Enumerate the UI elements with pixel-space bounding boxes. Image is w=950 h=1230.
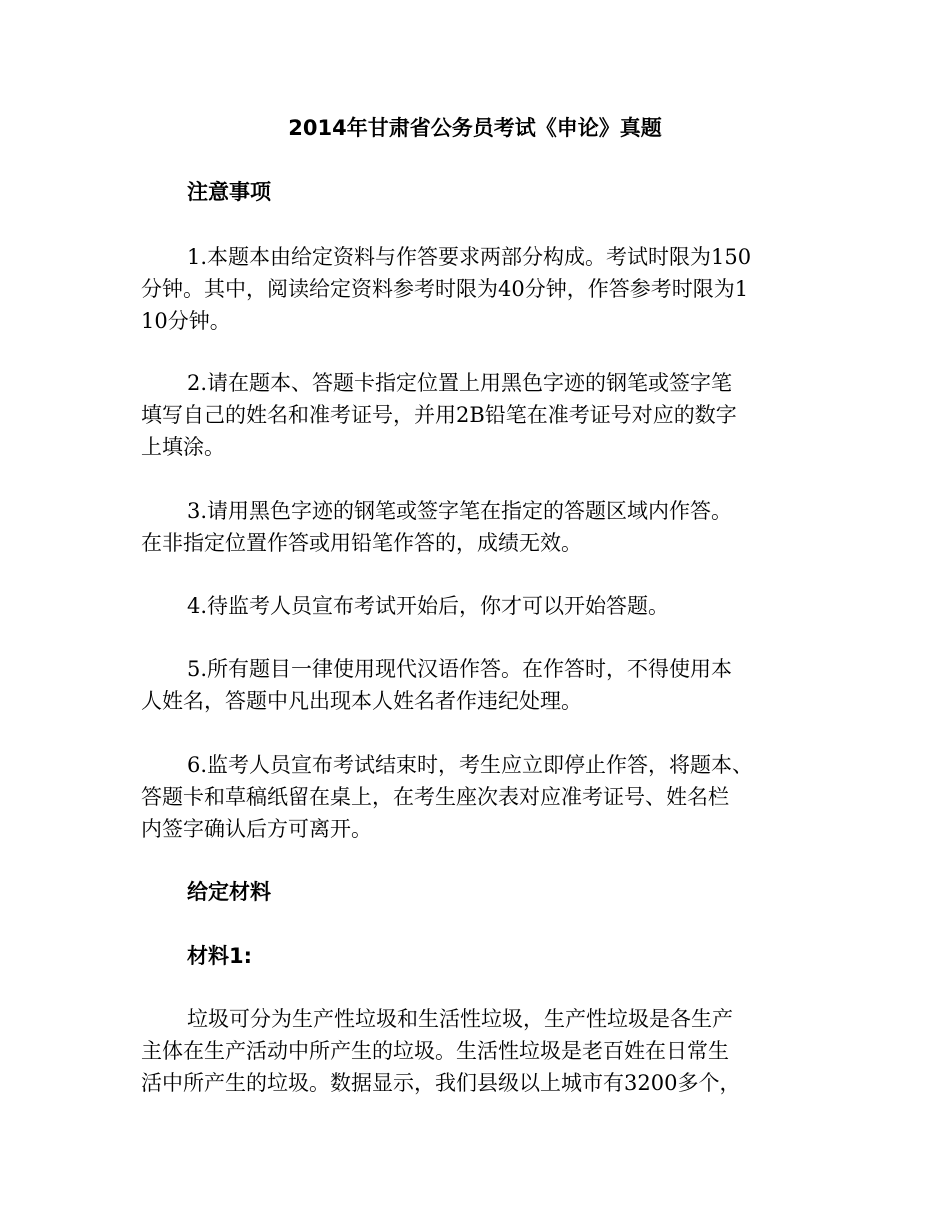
note-paragraph-6 [141,749,811,845]
note-paragraph-4 [141,590,811,622]
note-6-line-2: 答题卡和草稿纸留在桌上，在考生座次表对应准考证号、姓名栏 [141,785,729,809]
note-paragraph-1 [141,241,811,337]
note-6-line-1: 6.监考人员宣布考试结束时，考生应立即停止作答，将题本、 [187,753,754,777]
notice-heading: 注意事项 [187,180,271,204]
document-title: 2014年甘肃省公务员考试《申论》真题 [288,116,662,140]
material-1-heading: 材料1: [187,944,253,968]
note-2-line-3: 上填涂。 [141,435,225,459]
material-1-line-2: 主体在生产活动中所产生的垃圾。生活性垃圾是老百姓在日常生 [141,1039,729,1063]
note-3-line-2: 在非指定位置作答或用铅笔作答的，成绩无效。 [141,531,582,555]
note-paragraph-3 [141,495,811,559]
note-1-line-3: 10分钟。 [141,309,231,333]
material-1-line-1: 垃圾可分为生产性垃圾和生活性垃圾，生产性垃圾是各生产 [187,1007,733,1031]
note-1-line-2: 分钟。其中，阅读给定资料参考时限为40分钟，作答参考时限为1 [141,277,749,301]
material-1-paragraph [141,1003,811,1099]
note-3-line-1: 3.请用黑色字迹的钢笔或签字笔在指定的答题区域内作答。 [187,499,733,523]
note-2-line-1: 2.请在题本、答题卡指定位置上用黑色字迹的钢笔或签字笔 [187,371,733,395]
note-6-line-3: 内签字确认后方可离开。 [141,817,372,841]
note-5-line-1: 5.所有题目一律使用现代汉语作答。在作答时，不得使用本 [187,657,733,681]
note-paragraph-2 [141,367,811,463]
note-4-line-1: 4.待监考人员宣布考试开始后，你才可以开始答题。 [187,594,670,618]
materials-heading: 给定材料 [187,880,271,904]
note-2-line-2: 填写自己的姓名和准考证号，并用2B铅笔在准考证号对应的数字 [141,403,737,427]
note-paragraph-5 [141,653,811,717]
note-1-line-1: 1.本题本由给定资料与作答要求两部分构成。考试时限为150 [187,245,752,269]
note-5-line-2: 人姓名，答题中凡出现本人姓名者作违纪处理。 [141,689,582,713]
material-1-line-3: 活中所产生的垃圾。数据显示，我们县级以上城市有3200多个， [141,1071,741,1095]
